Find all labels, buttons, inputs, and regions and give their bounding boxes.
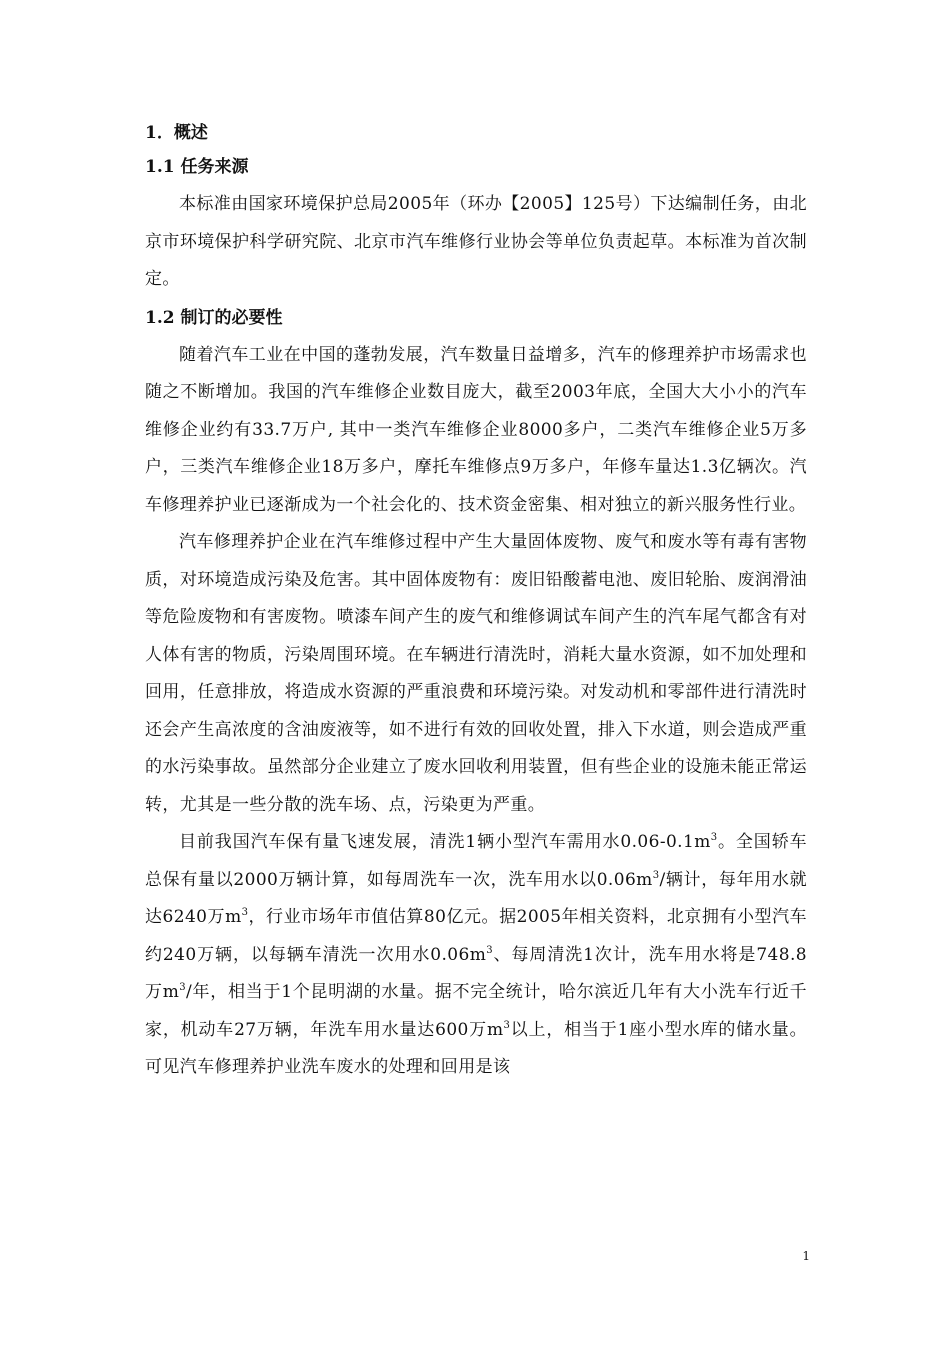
section-heading-overview: 1．概述 xyxy=(145,123,208,143)
paragraph-text-segment: /辆计，每年用水就达6240万m xyxy=(145,869,807,927)
paragraph-necessity-2: 汽车修理养护企业在汽车维修过程中产生大量固体废物、废气和废水等有毒有害物质，对环境造成污染及危害。其中固体废物有：废旧铅酸蓄电池、废旧轮胎、废润滑油等危险废物和有害废物。喷漆车间产生的废气和维修调试车间产生的汽车尾气都含有对人体有害的物质，污染周围环境。在车辆进行清洗时，消耗大量水资源，如不加处理和回用，任意排放，将造成水资源的严重浪费和环境污染。对发动机和零部件进行清洗时还会产生高浓度的含油废液等，如不进行有效的回收处置，排入下水道，则会造成严重的水污染事故。虽然部分企业建立了废水回收利用装置，但有些企业的设施未能正常运转，尤其是一些分散的洗车场、点，污染更为严重。 xyxy=(145,532,807,815)
paragraph-task-source: 本标准由国家环境保护总局2005年（环办【2005】125号）下达编制任务，由北京市环境保护科学研究院、北京市汽车维修行业协会等单位负责起草。本标准为首次制定。 xyxy=(145,194,807,289)
section-heading-task-source: 1.1 任务来源 xyxy=(145,157,249,177)
section-heading-necessity: 1.2 制订的必要性 xyxy=(145,307,283,328)
paragraph-text-segment: 以上，相当于1座小型水库的储水量。可见汽车修理养护业洗车废水的处理和回用是该 xyxy=(145,1019,807,1077)
document-body xyxy=(145,118,807,1087)
paragraph-text-segment: 目前我国汽车保有量飞速发展，清洗1辆小型汽车需用水0.06-0.1m xyxy=(179,832,711,852)
paragraph-necessity-1: 随着汽车工业在中国的蓬勃发展，汽车数量日益增多，汽车的修理养护市场需求也随之不断增加。我国的汽车维修企业数目庞大，截至2003年底，全国大大小小的汽车维修企业约有33.7万户, 其中一类汽车维修企业8000多户，二类汽车维修企业5万多户，三类汽车维修企业18万多户，摩托车维修点9万多户，年修车量达1.3亿辆次。汽车修理养护业已逐渐成为一个社会化的、技术资金密集、相对独立的新兴服务性行业。 xyxy=(145,344,807,515)
page-number: 1 xyxy=(802,1249,810,1263)
paragraph-necessity-3 xyxy=(145,824,807,1087)
paragraph-text-segment: /年，相当于1个昆明湖的水量。据不完全统计，哈尔滨近几年有大小洗车行近千家，机动车27万辆，年洗车用水量达600万m xyxy=(145,982,807,1040)
paragraph-text-segment: 。全国轿车总保有量以2000万辆计算，如每周洗车一次，洗车用水以0.06m xyxy=(145,832,807,890)
paragraph-text-segment: 、每周清洗1次计，洗车用水将是748.8万m xyxy=(145,944,807,1002)
superscript-cubic: 3 xyxy=(652,869,660,881)
superscript-cubic: 3 xyxy=(710,832,718,843)
superscript-cubic: 3 xyxy=(486,944,493,956)
superscript-cubic: 3 xyxy=(503,1019,511,1031)
paragraph-text-segment: ，行业市场年市值估算80亿元。据2005年相关资料，北京拥有小型汽车约240万辆，以每辆车清洗一次用水0.06m xyxy=(145,907,808,965)
superscript-cubic: 3 xyxy=(179,982,187,993)
superscript-cubic: 3 xyxy=(241,907,249,918)
